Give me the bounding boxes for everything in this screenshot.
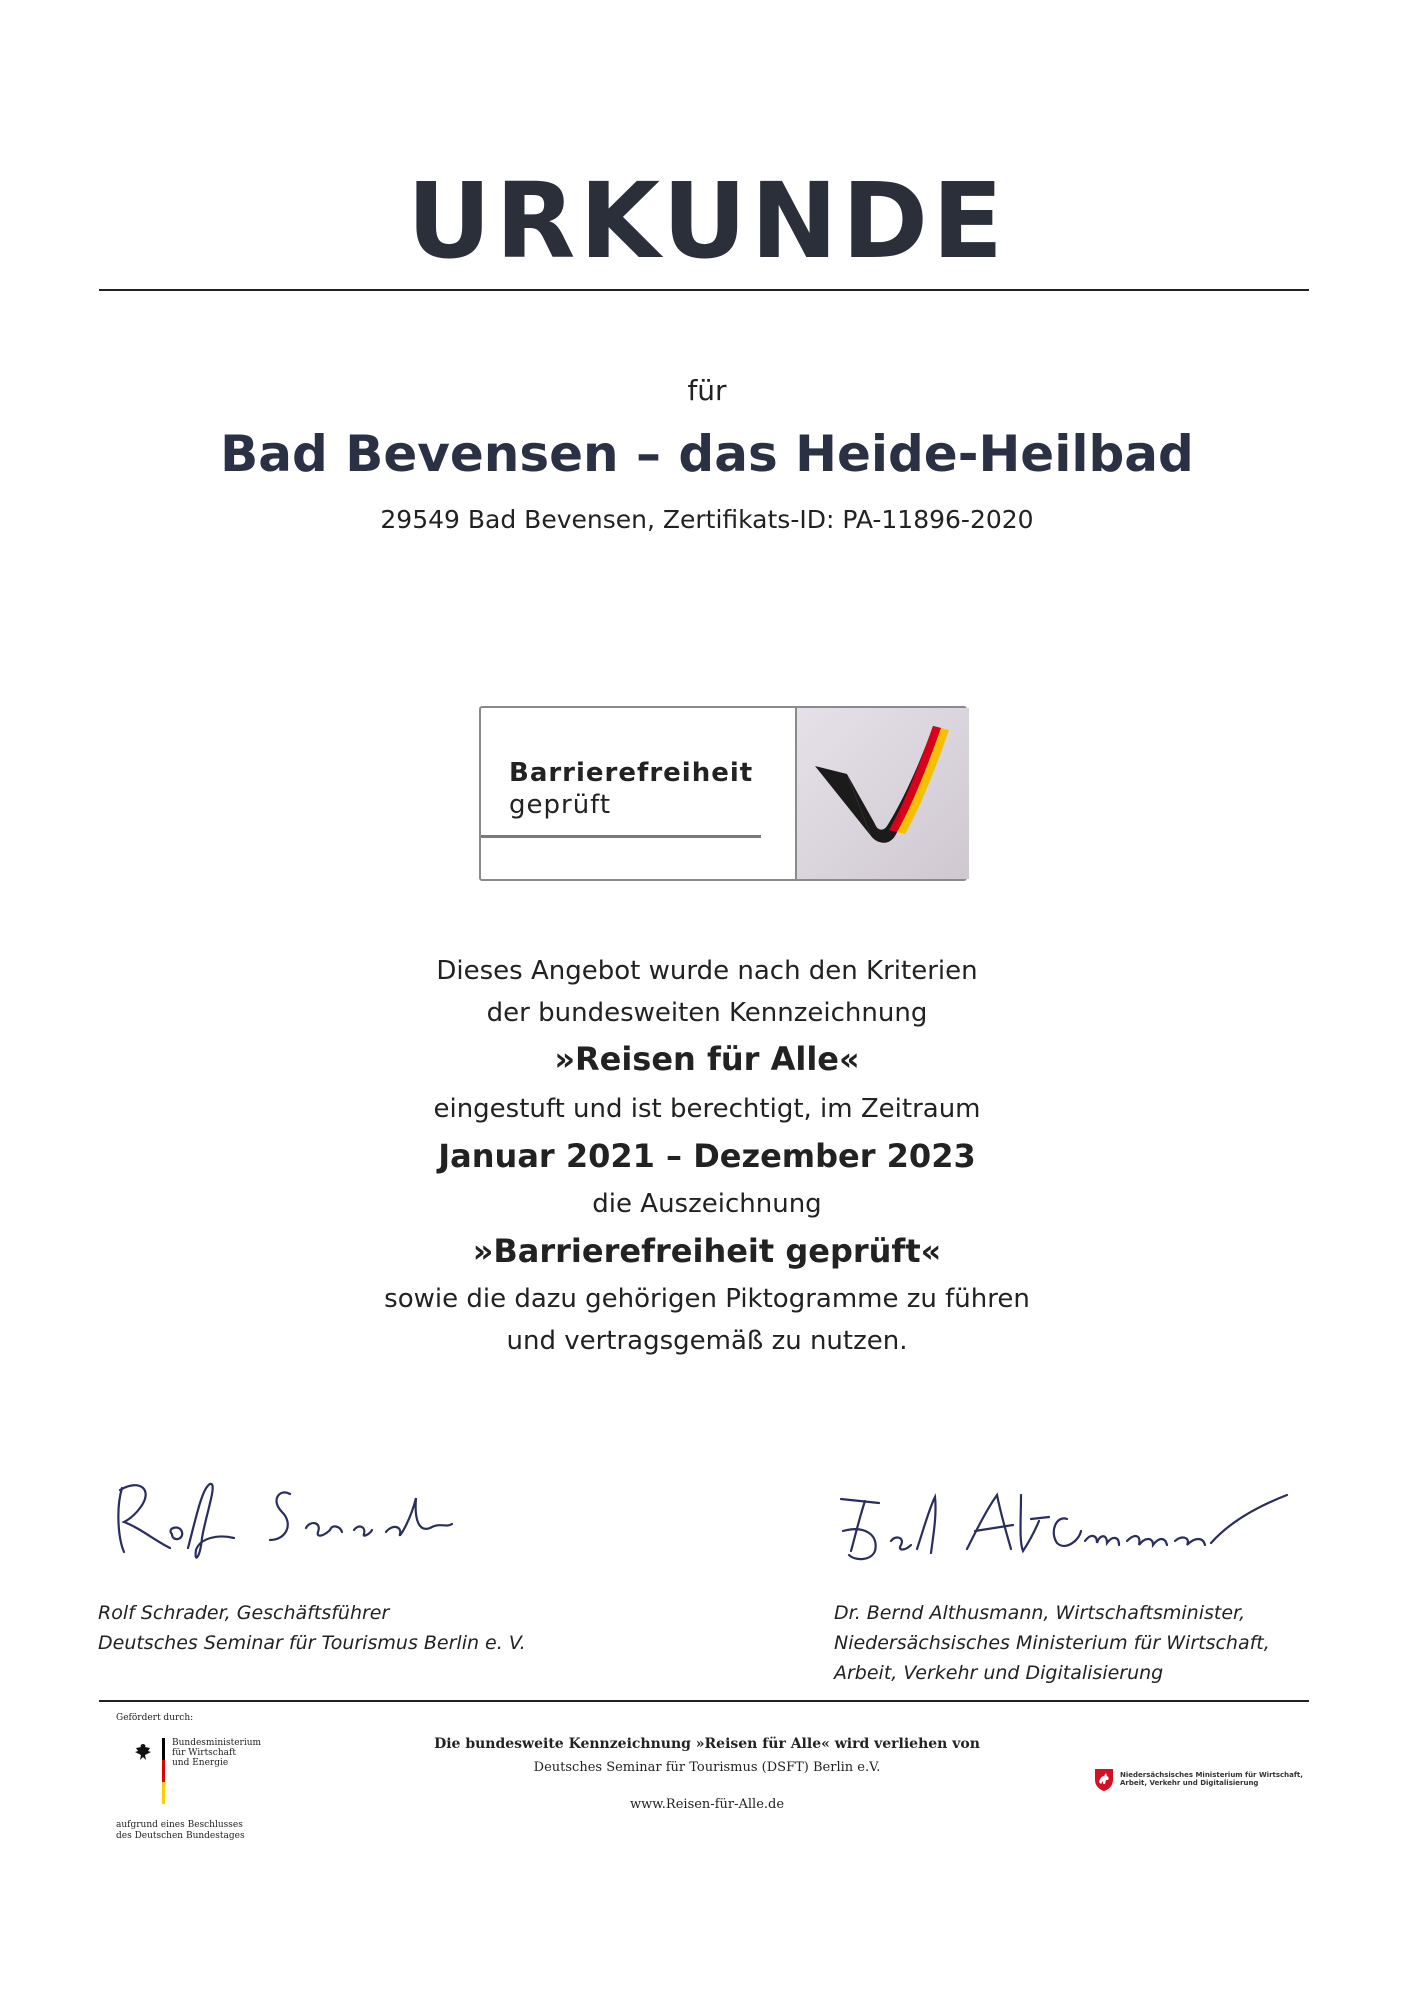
nds-ministry-logo (1094, 1768, 1314, 1794)
nds-ministry-name (1120, 1771, 1303, 1787)
label-reisen-fuer-alle: »Reisen für Alle« (554, 1040, 860, 1078)
award-name: »Barrierefreiheit geprüft« (472, 1232, 942, 1270)
bottom-divider (99, 1700, 1309, 1702)
recipient-address: 29549 Bad Bevensen, Zertifikats-ID: PA-11896-2020 (380, 505, 1034, 534)
ministry-line-3: und Energie (172, 1758, 229, 1768)
body-line-1: Dieses Angebot wurde nach den Kriterien (436, 956, 978, 986)
body-line-8: sowie die dazu gehörigen Piktogramme zu führen (384, 1284, 1030, 1314)
nds-horse-shield-icon (1094, 1768, 1114, 1792)
signature-right (835, 1475, 1295, 1570)
signatory-right-org-2: Arbeit, Verkehr und Digitalisierung (834, 1662, 1164, 1684)
validity-period: Januar 2021 – Dezember 2023 (438, 1137, 976, 1175)
resolution-line-2: des Deutschen Bundestages (116, 1831, 245, 1841)
checkmark-icon (795, 708, 969, 879)
signature-left (110, 1468, 490, 1568)
funded-by-label: Gefördert durch: (116, 1713, 194, 1723)
document-title: URKUNDE (406, 160, 1008, 282)
nds-line-2: Arbeit, Verkehr und Digitalisierung (1120, 1779, 1259, 1787)
signatory-right-org-1: Niedersächsisches Ministerium für Wirtschaft, (834, 1632, 1270, 1654)
recipient-prefix: für (687, 374, 727, 407)
badge-line2: geprüft (509, 790, 612, 820)
body-line-4: eingestuft und ist berechtigt, im Zeitraum (433, 1094, 981, 1124)
footer-awarded-by: Die bundesweite Kennzeichnung »Reisen für Alle« wird verliehen von (434, 1736, 980, 1752)
resolution-line-1: aufgrund eines Beschlusses (116, 1820, 243, 1830)
footer-dsft: Deutsches Seminar für Tourismus (DSFT) Berlin e.V. (533, 1760, 881, 1775)
signatory-left-org: Deutsches Seminar für Tourismus Berlin e. V. (98, 1632, 526, 1654)
top-divider (99, 289, 1309, 291)
footer-website-link[interactable]: www.Reisen-für-Alle.de (629, 1797, 785, 1812)
body-line-6: die Auszeichnung (592, 1189, 822, 1219)
body-line-9: und vertragsgemäß zu nutzen. (506, 1326, 908, 1356)
barrierefreiheit-badge (479, 706, 967, 881)
ministry-line-1: Bundesministerium (172, 1738, 262, 1748)
recipient-name: Bad Bevensen – das Heide-Heilbad (220, 425, 1194, 483)
body-line-2: der bundesweiten Kennzeichnung (486, 998, 928, 1028)
signatory-right-caption (834, 1598, 1270, 1688)
ministry-line-2: für Wirtschaft (172, 1748, 236, 1758)
badge-underline (481, 835, 761, 838)
signatory-left-name: Rolf Schrader, Geschäftsführer (98, 1602, 390, 1624)
signatory-right-name: Dr. Bernd Althusmann, Wirtschaftsminister, (834, 1602, 1246, 1624)
nds-line-1: Niedersächsisches Ministerium für Wirtschaft, (1120, 1771, 1303, 1779)
badge-line1: Barrierefreiheit (509, 758, 754, 788)
resolution-text (116, 1820, 245, 1842)
signatory-left-caption (98, 1598, 526, 1658)
